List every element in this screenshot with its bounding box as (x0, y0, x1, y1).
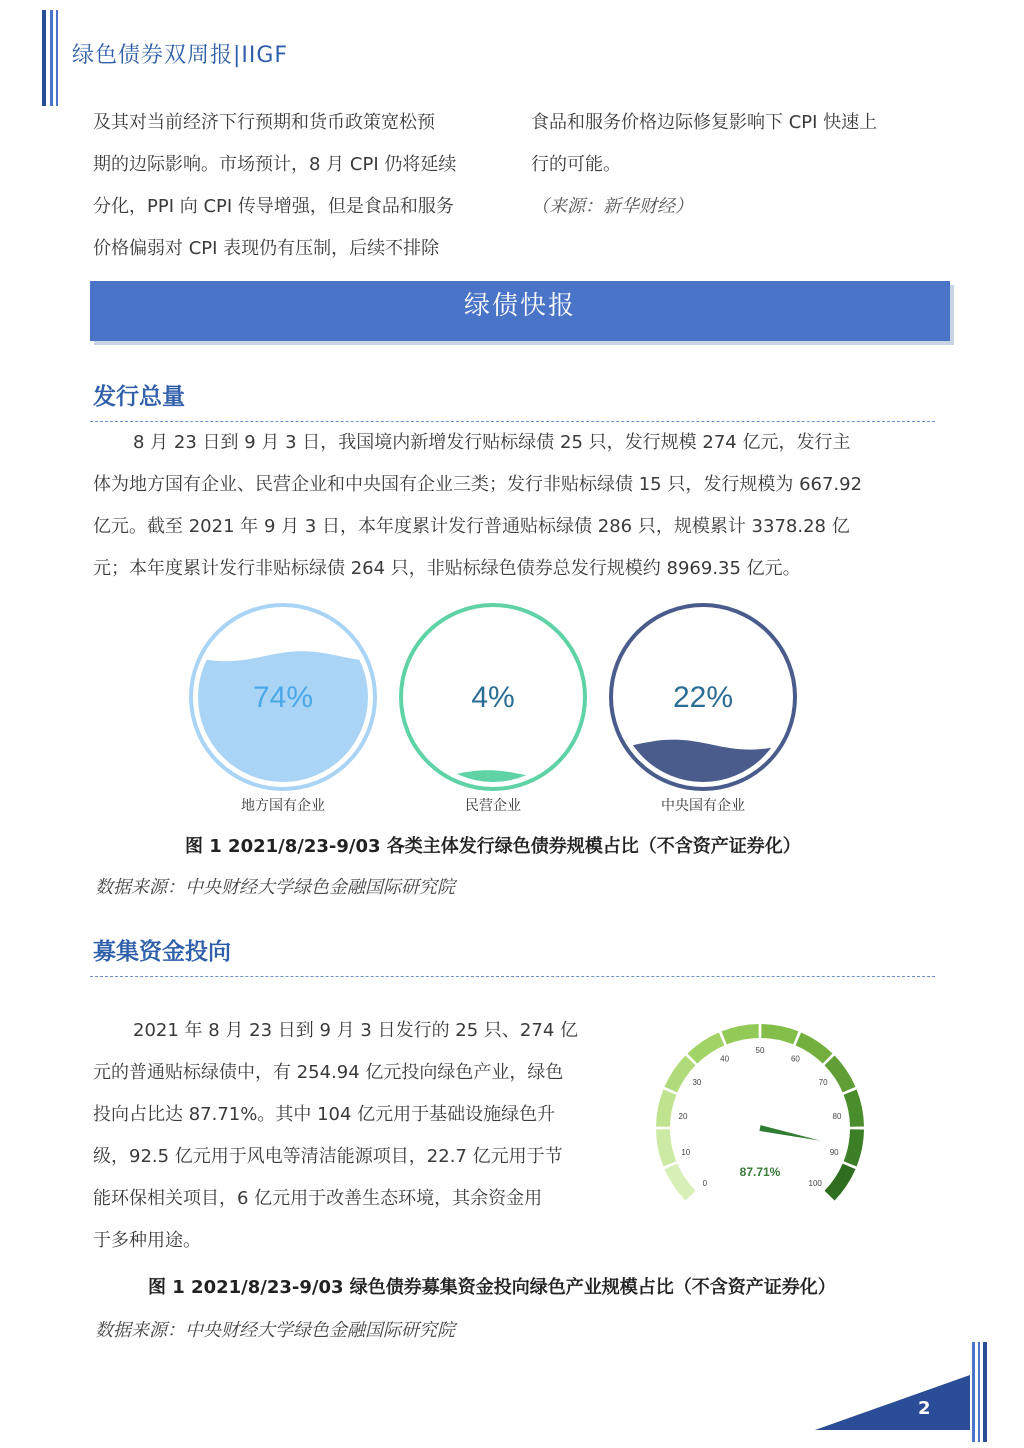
intro-left-line: 分化，PPI 向 CPI 传导增强，但是食品和服务 (93, 196, 454, 217)
liquid-label-private: 民营企业 (465, 798, 521, 814)
gauge-tick-label: 100 (808, 1179, 822, 1189)
issuance-paragraph (93, 422, 933, 590)
issuance-line: 元；本年度累计发行非贴标绿债 264 只，非贴标绿色债券总发行规模约 8969.35 亿元。 (93, 558, 801, 579)
fund-use-line: 级，92.5 亿元用于风电等清洁能源项目，22.7 亿元用于节 (93, 1146, 563, 1167)
liquid-label-local-soe: 地方国有企业 (241, 798, 325, 814)
gauge-tick-label: 40 (720, 1054, 730, 1064)
liquid-fill-central-soe (608, 740, 798, 792)
liquid-value-private: 4% (471, 681, 515, 714)
issuance-line: 亿元。截至 2021 年 9 月 3 日，本年度累计发行普通贴标绿债 286 只，规模累计 3378.28 亿 (93, 516, 850, 537)
figure2-source: 数据来源：中央财经大学绿色金融国际研究院 (95, 1320, 455, 1341)
gauge-tick-label: 80 (832, 1111, 842, 1121)
intro-right-line: 食品和服务价格边际修复影响下 CPI 快速上 (531, 112, 878, 133)
gauge-arc-segment (844, 1090, 864, 1127)
issuance-line: 8 月 23 日到 9 月 3 日，我国境内新增发行贴标绿债 25 只，发行规模 274 亿元，发行主 (133, 432, 851, 453)
intro-right-column (531, 102, 933, 228)
footer-triangle (815, 1375, 970, 1430)
header-bar-1 (42, 10, 46, 106)
gauge-tick-label: 90 (829, 1148, 839, 1158)
liquid-fill-local-soe (188, 651, 378, 792)
gauge-arc-segment (722, 1024, 759, 1044)
intro-left-line: 期的边际影响。市场预计，8 月 CPI 仍将延续 (93, 154, 457, 175)
gauge-tick-label: 20 (678, 1111, 688, 1121)
gauge-tick-label: 70 (818, 1078, 828, 1088)
report-title: 绿色债券双周报|IIGF (72, 43, 289, 68)
gauge-needle (759, 1125, 820, 1141)
figure1-source: 数据来源：中央财经大学绿色金融国际研究院 (95, 877, 455, 898)
gauge-arc-segment (761, 1024, 798, 1044)
page-number: 2 (918, 1398, 931, 1419)
gauge-arc-segment (664, 1164, 695, 1201)
gauge-tick-label: 50 (755, 1046, 765, 1055)
gauge-arc-segment (825, 1055, 856, 1092)
fund-use-line: 元的普通贴标绿债中，有 254.94 亿元投向绿色产业，绿色 (93, 1062, 564, 1083)
intro-left-line: 及其对当前经济下行预期和货币政策宽松预 (93, 112, 435, 133)
header-bar-3 (56, 10, 58, 106)
gauge-tick-label: 0 (702, 1179, 708, 1189)
banner-title: 绿债快报 (463, 291, 576, 321)
section-divider (90, 976, 935, 977)
gauge-arc-segment (656, 1090, 676, 1127)
header-bar-2 (50, 10, 53, 106)
gauge-arc-segment (844, 1129, 864, 1166)
gauge-arc-segment (687, 1032, 724, 1063)
intro-right-line: 行的可能。 (531, 154, 621, 175)
section-title-issuance: 发行总量 (93, 384, 185, 410)
gauge-tick-label: 10 (681, 1148, 691, 1158)
section-banner (90, 281, 950, 341)
intro-source: （来源：新华财经） (531, 196, 693, 217)
footer-bar-1 (972, 1342, 975, 1442)
footer-bar-3 (983, 1342, 987, 1442)
figure2-caption: 图 1 2021/8/23-9/03 绿色债券募集资金投向绿色产业规模占比（不含资产证券化） (148, 1277, 836, 1298)
fund-use-line: 投向占比达 87.71%。其中 104 亿元用于基础设施绿色升 (93, 1104, 556, 1125)
intro-left-line: 价格偏弱对 CPI 表现仍有压制，后续不排除 (93, 238, 440, 259)
green-investment-gauge (640, 1010, 880, 1220)
fund-use-line: 于多种用途。 (93, 1230, 201, 1251)
gauge-arc-segment (656, 1129, 676, 1166)
issuer-share-chart (170, 600, 820, 825)
intro-left-column (93, 102, 495, 270)
liquid-value-local-soe: 74% (252, 681, 314, 714)
liquid-value-central-soe: 22% (672, 681, 734, 714)
figure1-caption: 图 1 2021/8/23-9/03 各类主体发行绿色债券规模占比（不含资产证券化） (185, 836, 801, 857)
gauge-tick-label: 30 (692, 1078, 702, 1088)
fund-use-line: 2021 年 8 月 23 日到 9 月 3 日发行的 25 只、274 亿 (133, 1020, 578, 1041)
gauge-arc-segment (664, 1055, 695, 1092)
issuance-line: 体为地方国有企业、民营企业和中央国有企业三类；发行非贴标绿债 15 只，发行规模为 667.92 (93, 474, 863, 495)
footer-bar-2 (978, 1342, 980, 1442)
gauge-arc-segment (825, 1164, 856, 1201)
section-title-fund-use: 募集资金投向 (93, 939, 231, 965)
gauge-value: 87.71% (739, 1165, 781, 1179)
fund-use-line: 能环保相关项目，6 亿元用于改善生态环境，其余资金用 (93, 1188, 543, 1209)
fund-use-paragraph (93, 1010, 608, 1262)
liquid-label-central-soe: 中央国有企业 (661, 798, 745, 814)
gauge-tick-label: 60 (790, 1054, 800, 1064)
gauge-arc-segment (796, 1032, 833, 1063)
